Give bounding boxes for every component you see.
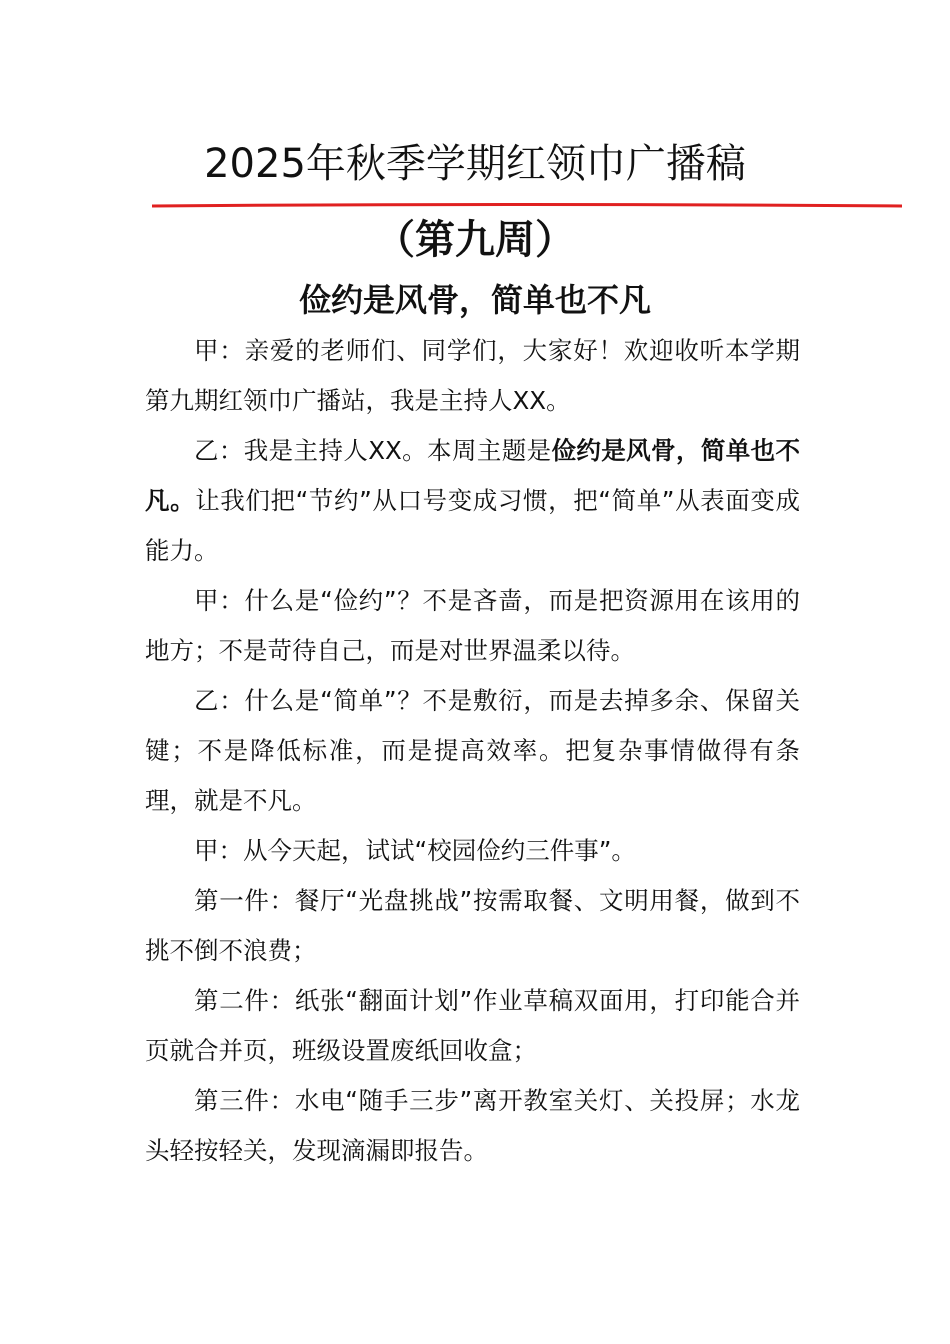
paragraph-third-thing: 第三件：水电“随手三步”离开教室关灯、关投屏；水龙头轻按轻关，发现滴漏即报告。 [145,1086,800,1165]
theme-heading: 俭约是风骨，简单也不凡 [298,281,651,319]
theme-bold-text: 俭约是风骨，简单也不凡。 [145,436,800,515]
paragraph-second-thing: 第二件：纸张“翻面计划”作业草稿双面用，打印能合并页就合并页，班级设置废纸回收盒； [145,986,800,1065]
document-title: 2025年秋季学期红领巾广播稿 [204,141,746,187]
paragraph-frugality: 甲：什么是“俭约”？不是吝啬，而是把资源用在该用的地方；不是苛待自己，而是对世界温柔以待。 [145,586,800,665]
script-body [145,326,800,1176]
paragraph-first-thing: 第一件：餐厅“光盘挑战”按需取餐、文明用餐，做到不挑不倒不浪费； [145,886,800,965]
paragraph-theme [145,426,800,576]
paragraph-simplicity: 乙：什么是“简单”？不是敷衍，而是去掉多余、保留关键；不是降低标准，而是提高效率。把复杂事情做得有条理，就是不凡。 [145,686,800,815]
theme-followup-text: 让我们把“节约”从口号变成习惯，把“简单”从表面变成能力。 [145,486,800,565]
title-underline [152,199,902,213]
paragraph-three-things: 甲：从今天起，试试“校园俭约三件事”。 [194,836,636,865]
document-subtitle: （第九周） [375,217,575,263]
theme-intro-text: 乙：我是主持人XX。本周主题是 [194,436,552,465]
paragraph-greeting: 甲：亲爱的老师们、同学们，大家好！欢迎收听本学期第九期红领巾广播站，我是主持人XX。 [145,336,800,415]
